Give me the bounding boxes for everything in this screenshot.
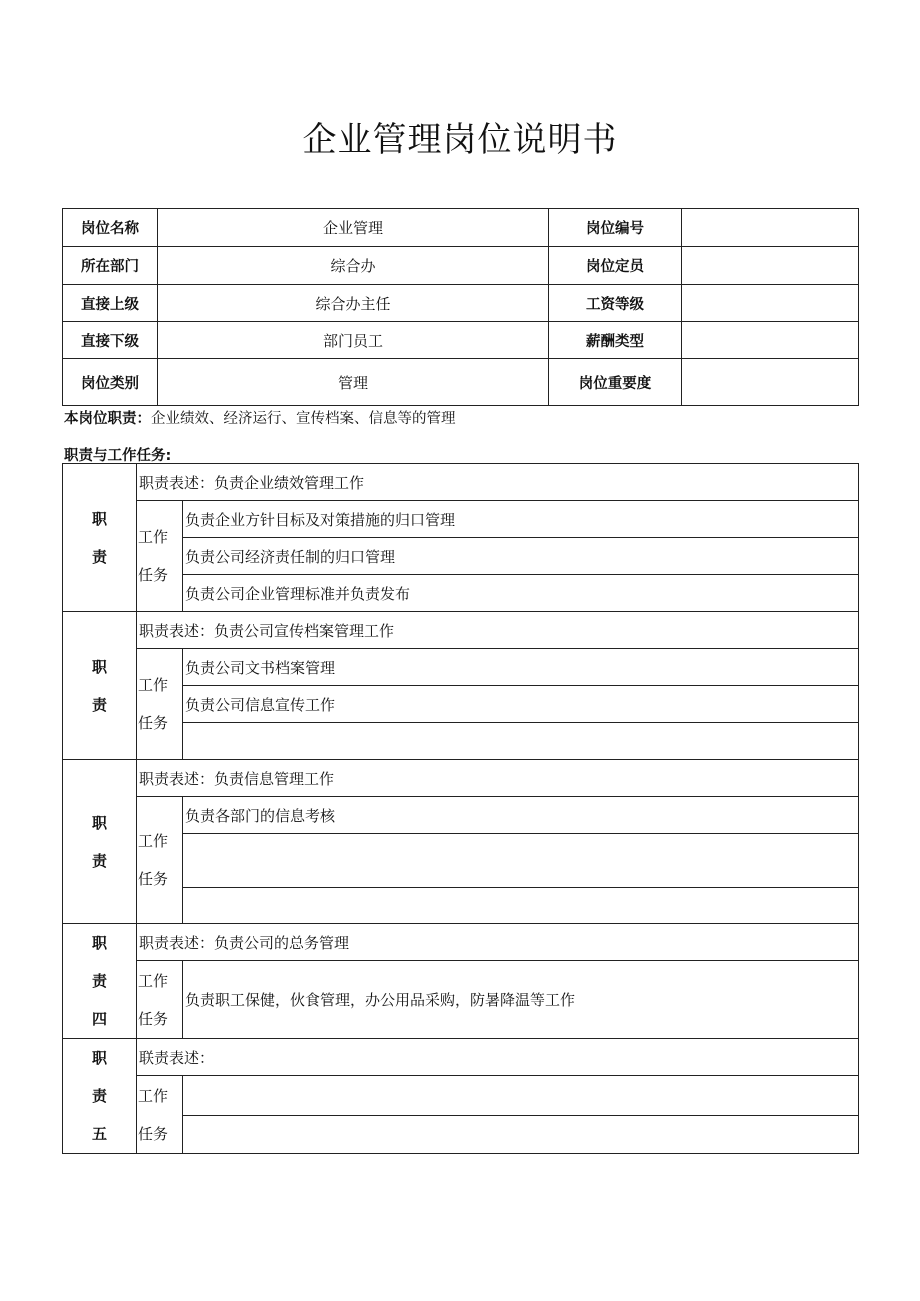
task-item <box>183 1076 859 1116</box>
task-item: 负责公司信息宣传工作 <box>183 686 859 723</box>
task-row <box>63 649 859 686</box>
task-row <box>63 575 859 612</box>
duty-statement: 职责表述：负责企业绩效管理工作 <box>137 464 859 501</box>
task-row <box>63 686 859 723</box>
duty-statement: 职责表述：负责信息管理工作 <box>137 760 859 797</box>
info-label: 直接下级 <box>63 322 158 359</box>
tasks-heading: 职责与工作任务: <box>64 448 172 464</box>
task-item: 负责职工保健，伙食管理，办公用品采购，防暑降温等工作 <box>183 961 859 1039</box>
info-label: 薪酬类型 <box>549 322 682 359</box>
info-value <box>682 359 859 406</box>
duty-label: 职 责 <box>63 760 137 924</box>
work-task-label: 工作 任务 <box>137 649 183 760</box>
document-title: 企业管理岗位说明书 <box>302 120 618 160</box>
duty-statement-row <box>63 760 859 797</box>
info-value <box>682 285 859 322</box>
info-row <box>63 359 859 406</box>
task-item: 负责公司经济责任制的归口管理 <box>183 538 859 575</box>
duty-label: 职 责 五 <box>63 1039 137 1154</box>
info-label: 岗位重要度 <box>549 359 682 406</box>
duty-statement-row <box>63 464 859 501</box>
info-value: 部门员工 <box>158 322 549 359</box>
task-item <box>183 1115 859 1154</box>
info-value: 综合办 <box>158 247 549 285</box>
info-value <box>682 247 859 285</box>
info-label: 岗位名称 <box>63 209 158 247</box>
duties-table <box>62 463 859 1154</box>
task-item: 负责公司企业管理标准并负责发布 <box>183 575 859 612</box>
summary-label: 本岗位职责： <box>64 411 151 427</box>
info-label: 岗位类别 <box>63 359 158 406</box>
work-task-label: 工作 任务 <box>137 797 183 924</box>
task-row <box>63 1076 859 1116</box>
work-task-label: 工作 任务 <box>137 961 183 1039</box>
work-task-label: 工作 任务 <box>137 1076 183 1154</box>
task-row <box>63 501 859 538</box>
position-summary <box>64 407 456 428</box>
info-value: 综合办主任 <box>158 285 549 322</box>
task-row <box>63 797 859 834</box>
task-item: 负责企业方针目标及对策措施的归口管理 <box>183 501 859 538</box>
position-info-table <box>62 208 859 406</box>
info-value: 企业管理 <box>158 209 549 247</box>
duty-label: 职 责 四 <box>63 924 137 1039</box>
duty-statement: 职责表述：负责公司的总务管理 <box>137 924 859 961</box>
info-row <box>63 247 859 285</box>
duty-label: 职 责 <box>63 464 137 612</box>
summary-text: 企业绩效、经济运行、宣传档案、信息等的管理 <box>151 411 456 427</box>
task-item: 负责公司文书档案管理 <box>183 649 859 686</box>
task-item: 负责各部门的信息考核 <box>183 797 859 834</box>
info-value: 管理 <box>158 359 549 406</box>
info-label: 岗位编号 <box>549 209 682 247</box>
work-task-label: 工作 任务 <box>137 501 183 612</box>
duty-statement: 职责表述：负责公司宣传档案管理工作 <box>137 612 859 649</box>
task-item <box>183 723 859 760</box>
info-label: 工资等级 <box>549 285 682 322</box>
task-item <box>183 834 859 888</box>
info-value <box>682 209 859 247</box>
task-row <box>63 888 859 924</box>
task-item <box>183 888 859 924</box>
task-row <box>63 834 859 888</box>
task-row <box>63 1115 859 1154</box>
duty-statement-row <box>63 612 859 649</box>
info-label: 直接上级 <box>63 285 158 322</box>
duty-label: 职 责 <box>63 612 137 760</box>
info-value <box>682 322 859 359</box>
info-row <box>63 285 859 322</box>
duty-statement: 联责表述： <box>137 1039 859 1076</box>
info-label: 所在部门 <box>63 247 158 285</box>
info-row <box>63 209 859 247</box>
duty-statement-row <box>63 924 859 961</box>
task-row <box>63 538 859 575</box>
task-row <box>63 961 859 1039</box>
task-row <box>63 723 859 760</box>
info-label: 岗位定员 <box>549 247 682 285</box>
info-row <box>63 322 859 359</box>
duty-statement-row <box>63 1039 859 1076</box>
